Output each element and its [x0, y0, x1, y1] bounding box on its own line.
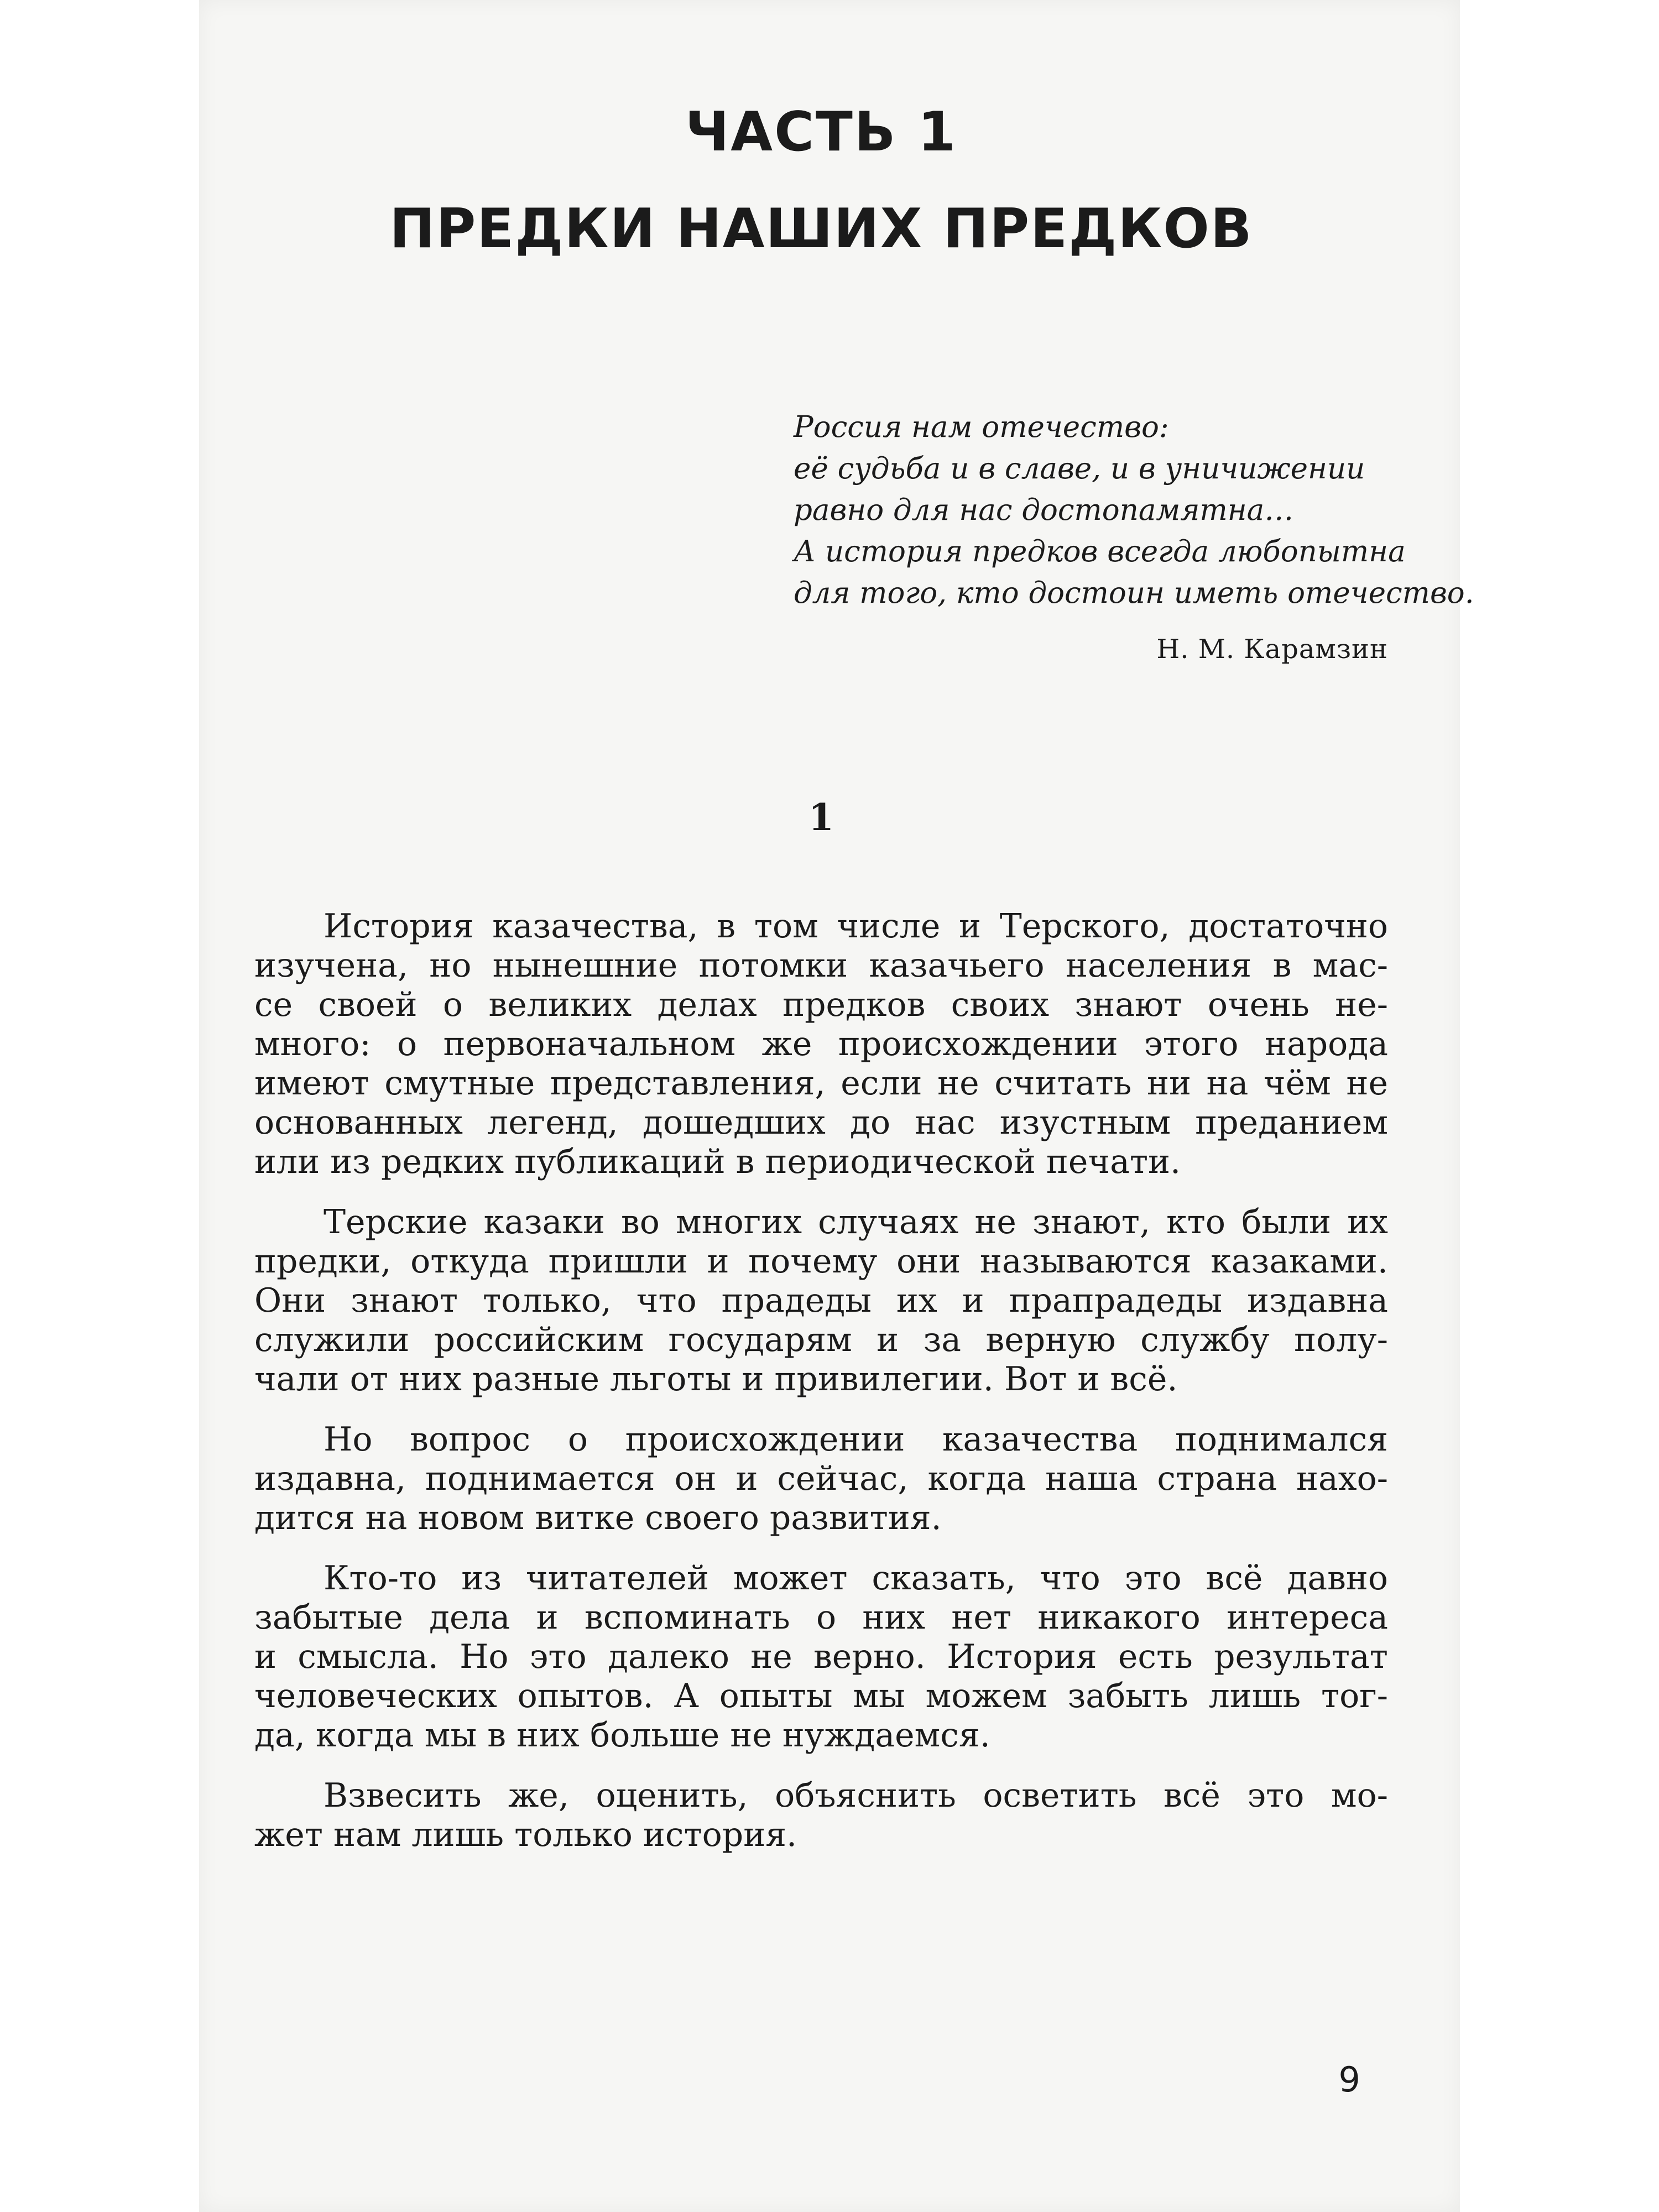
text-line: дится на новом витке своего развития. [254, 1499, 942, 1537]
text-line: много: о первоначальном же происхождении этого народа [254, 1025, 1388, 1063]
epigraph-line: для того, кто достоин иметь отечество. [794, 576, 1474, 610]
epigraph-line: А история предков всегда любопытна [794, 535, 1406, 568]
chapter-title: ПРЕДКИ НАШИХ ПРЕДКОВ [389, 197, 1253, 260]
text-line: чали от них разные льготы и привилегии. Вот и всё. [254, 1360, 1178, 1399]
page-number: 9 [1338, 2059, 1360, 2100]
epigraph [794, 406, 1474, 665]
text-line: имеют смутные представления, если не считать ни на чём не [254, 1064, 1388, 1103]
text-line: издавна, поднимается он и сейчас, когда наша страна нахо- [254, 1459, 1388, 1498]
text-line: или из редких публикаций в периодической печати. [254, 1142, 1181, 1181]
text-line: изучена, но нынешние потомки казачьего населения в мас- [254, 946, 1388, 985]
paragraph [254, 1776, 1388, 1855]
epigraph-author: Н. М. Карамзин [1156, 634, 1388, 665]
text-line: Кто-то из читателей может сказать, что это всё давно [324, 1559, 1388, 1598]
text-line: да, когда мы в них больше не нуждаемся. [254, 1716, 990, 1755]
text-line: предки, откуда пришли и почему они называются казаками. [254, 1242, 1388, 1281]
text-line: основанных легенд, дошедших до нас изустным преданием [254, 1103, 1388, 1142]
book-page [199, 0, 1474, 2212]
text-line: забытые дела и вспоминать о них нет никакого интереса [254, 1598, 1388, 1637]
text-line: Но вопрос о происхождении казачества поднимался [324, 1420, 1388, 1459]
text-line: Терские казаки во многих случаях не знают, кто были их [324, 1203, 1388, 1241]
body-text [254, 907, 1388, 1876]
paragraph [254, 1203, 1388, 1399]
epigraph-line: Россия нам отечество: [794, 410, 1169, 444]
text-line: Они знают только, что прадеды их и прапрадеды издавна [254, 1281, 1388, 1320]
text-line: человеческих опытов. А опыты мы можем забыть лишь тог- [254, 1677, 1388, 1715]
text-line: и смысла. Но это далеко не верно. История есть результат [254, 1637, 1388, 1676]
text-line: се своей о великих делах предков своих знают очень не- [254, 985, 1388, 1024]
text-line: Взвесить же, оценить, объяснить осветить всё это мо- [324, 1776, 1388, 1815]
paragraph [254, 1420, 1388, 1538]
page-content [254, 0, 1474, 2212]
epigraph-line: равно для нас достопамятна… [794, 493, 1294, 527]
paragraph [254, 907, 1388, 1182]
part-label: ЧАСТЬ 1 [685, 101, 957, 164]
text-line: жет нам лишь только история. [254, 1815, 797, 1854]
epigraph-line: её судьба и в славе, и в уничижении [794, 452, 1365, 486]
text-line: История казачества, в том числе и Терского, достаточно [324, 907, 1388, 946]
section-number: 1 [808, 796, 834, 839]
paragraph [254, 1559, 1388, 1755]
text-line: служили российским государям и за верную службу полу- [254, 1321, 1388, 1359]
